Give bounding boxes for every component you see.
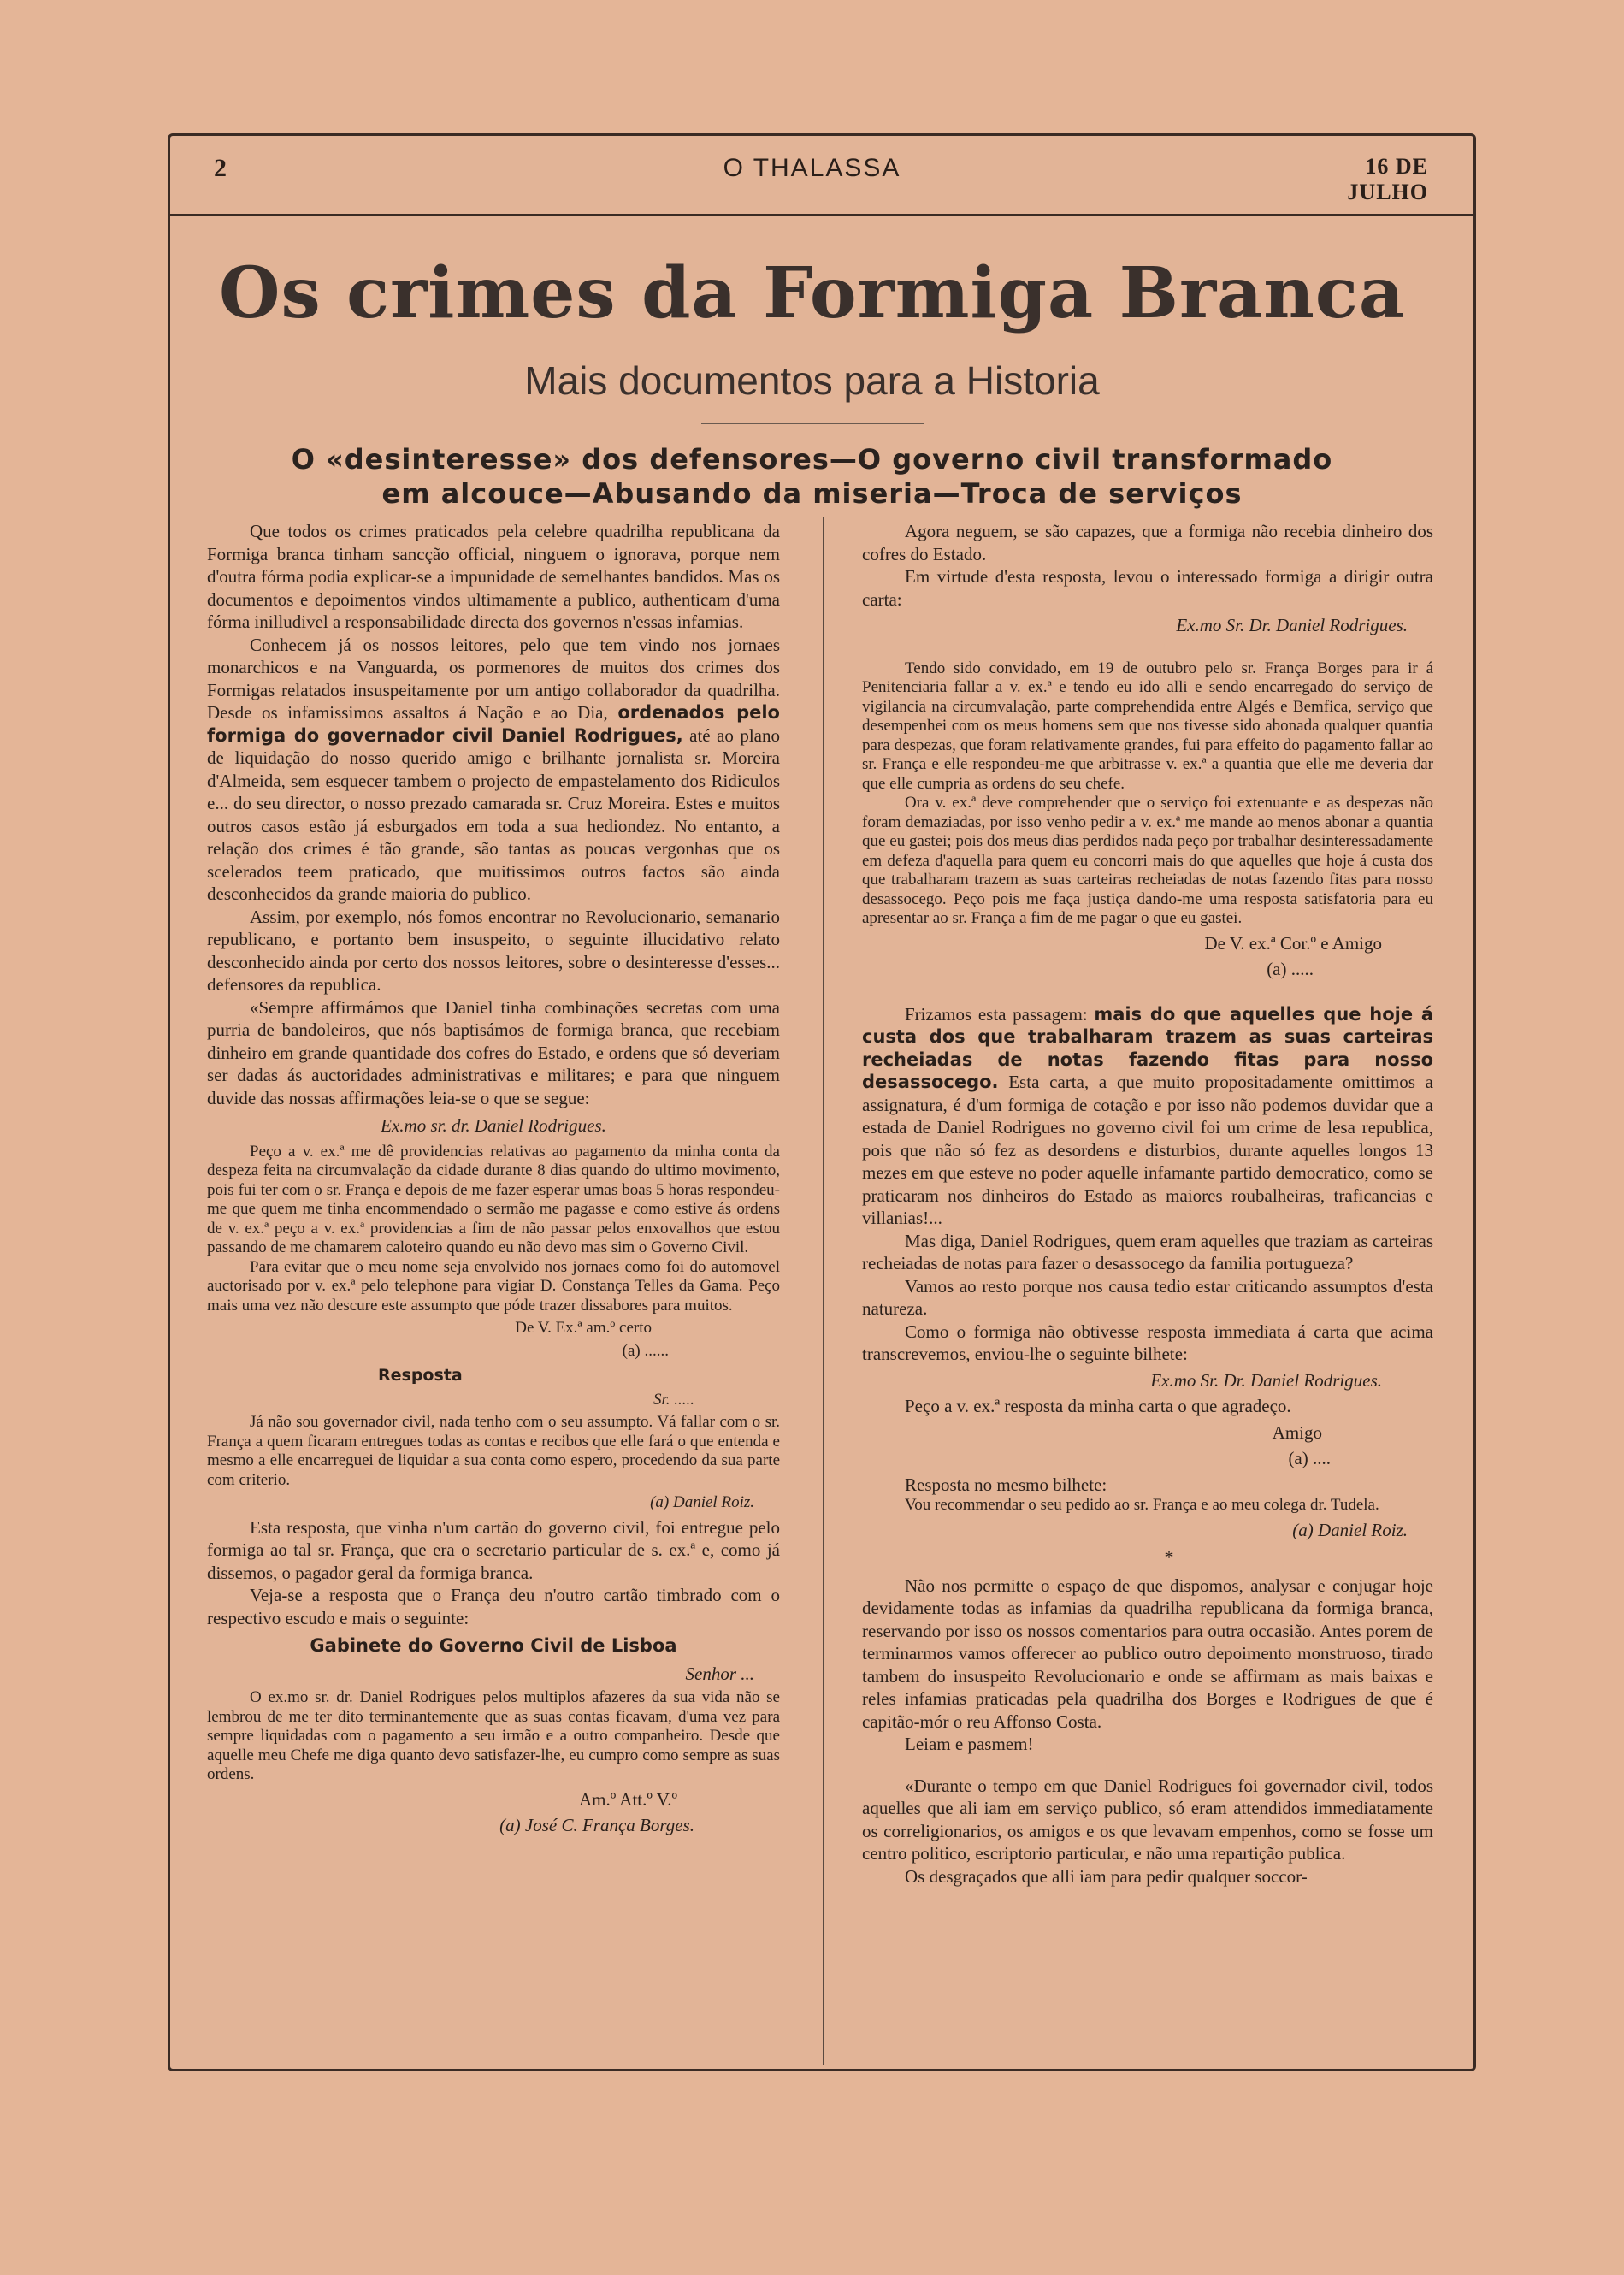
article-subtitle: Mais documentos para a Historia — [524, 358, 1100, 403]
letter-paragraph: Tendo sido convidado, em 19 de outubro pelo sr. França Borges para ir á Penitenciaria fallar a v. ex.ª e tendo eu ido alli e sendo encarregado do serviço de vigilancia na circumvalação, parte comprehendida entre Algés e Bemfica, serviço que desempenhei com os meus homens sem que nos tivesse sido abonada qualquer quantia para despezas, que foram relativamente grandes, fui para effeito do pagamento fallar ao sr. França e elle respondeu-me que arbitrasse v. ex.ª a quantia que elle me deveria dar que elle cumpria as ordens do seu chefe. — [862, 659, 1433, 793]
reply-paragraph: Já não sou governador civil, nada tenho com o seu assumpto. Vá fallar com o sr. França a quem ficaram entregues todas as contas e recibos que elle fará o que entenda e mesmo a elle encarreguei de liquidar a sua conta como espero, procedendo da sua parte com criterio. — [207, 1413, 780, 1489]
article-title: Os crimes da Formiga Branca — [219, 252, 1405, 334]
deck-headline-line-1: O «desinteresse» dos defensores—O governo civil transformado — [291, 443, 1333, 476]
title-divider — [701, 422, 924, 424]
paragraph: Vamos ao resto porque nos causa tedio estar criticando assumptos d'esta natureza. — [862, 1275, 1433, 1319]
reply-signature: (a) Daniel Roiz. — [1292, 1519, 1408, 1540]
letter-closing: De V. ex.ª Cor.º e Amigo — [1204, 932, 1382, 954]
reply-heading: Resposta no mesmo bilhete: — [905, 1474, 1107, 1495]
page-number: 2 — [214, 154, 227, 182]
paragraph: Veja-se a resposta que o França deu n'outro cartão timbrado com o respectivo escudo e mais o seguinte: — [207, 1585, 780, 1628]
note-text: Peço a v. ex.ª resposta da minha carta o que agradeço. — [905, 1396, 1291, 1416]
paragraph: Os desgraçados que alli iam para pedir qualquer soccor- — [905, 1865, 1308, 1887]
letter-signature: (a) ...... — [622, 1341, 669, 1360]
section-break-asterisk: * — [1164, 1546, 1174, 1568]
newspaper-name: O THALASSA — [723, 154, 901, 182]
left-column — [207, 520, 780, 1841]
reply-heading: Resposta — [378, 1366, 463, 1385]
letterhead: Gabinete do Governo Civil de Lisboa — [310, 1635, 677, 1656]
letter-salutation: Ex.mo Sr. Dr. Daniel Rodrigues. — [1176, 615, 1408, 635]
header-rule — [168, 214, 1476, 216]
letter-paragraph: Peço a v. ex.ª me dê providencias relativas ao pagamento da minha conta da despeza feita na circumvalação da cidade durante 8 dias quando do ultimo movimento, pois fui ter com o sr. França e depois de me fazer esperar umas boas 5 horas respondeu-me que quem me tinha encommendado o sermão me pagasse e como estive ás ordens de v. ex.ª peço a v. ex.ª providencias a fim de não passar pelos enxovalhos que estou passando de me chamarem caloteiro quando eu não devo mas sim o Governo Civil. — [207, 1142, 780, 1256]
paragraph: Mas diga, Daniel Rodrigues, quem eram aquelles que traziam as carteiras recheiadas de notas para fazer o desassocego da familia portugueza? — [862, 1230, 1433, 1273]
paragraph: Não nos permitte o espaço de que dispomos, analysar e conjugar hoje devidamente todas as infamias da quadrilha republicana da formiga branca, reservando por isso os nossos comentarios para outra occasião. Antes porem de terminarmos vamos offerecer ao publico outro depoimento monstruoso, tirado tambem do insuspeito Revolucionario e onde se affirmam as mais baixas e reles infamias praticadas pela quadrilha dos Borges e Rodrigues de que é capitão-mór o reu Affonso Costa. — [862, 1575, 1433, 1732]
note-closing: Amigo — [1272, 1421, 1322, 1443]
paragraph: Frizamos esta passagem: mais do que aquelles que hoje á custa dos que trabalharam trazem as suas carteiras recheiadas de notas fazendo fitas para nosso desassocego. Esta carta, a que muito propositadamente omittimos a assignatura, é d'um formiga de cotação e por isso não podemos duvidar que a estada de Daniel Rodrigues no governo civil foi um crime de lesa republica, pois que não só fez as desordens e disturbios, durante aquelles longos 13 mezes em que esteve no poder aquelle infamante partido democratico, como se praticaram nos dinheiros do Estado as maiores roubalheiras, traficancias e villanias!... — [862, 1003, 1433, 1228]
reply-signature: (a) Daniel Roiz. — [650, 1493, 754, 1511]
deck-headline-line-2: em alcouce—Abusando da miseria—Troca de serviços — [381, 477, 1243, 510]
letter-signature: (a) José C. França Borges. — [499, 1815, 694, 1835]
paragraph: Conhecem já os nossos leitores, pelo que tem vindo nos jornaes monarchicos e na Vanguarda, os pormenores de muitos dos crimes dos Formigas relatados insuspeitamente por um antigo collaborador da quadrilha. Desde os infamissimos assaltos á Nação e ao Dia, ordenados pelo formiga do governador civil Daniel Rodrigues, até ao plano de liquidação do nosso querido amigo e brilhante jornalista sr. Moreira d'Almeida, sem esquecer tambem o projecto de empastelamento dos Ridiculos e... do seu director, o nosso prezado camarada sr. Cruz Moreira. Estes e muitos outros casos estão já esburgados em toda a sua hediondez. No entanto, a relação dos crimes é tão grande, são tantas as poucas vergonhas que os scelerados teem praticado, que muitissimos outros factos são ainda desconhecidos da grande maioria do publico. — [207, 634, 780, 904]
paragraph: Agora neguem, se são capazes, que a formiga não recebia dinheiro dos cofres do Estado. — [862, 521, 1433, 564]
letter-paragraph: Ora v. ex.ª deve comprehender que o serviço foi extenuante e as despezas não foram demaziadas, por isso venho pedir a v. ex.ª me mande ao menos abonar a quantia que eu gastei; pois dos meus dias perdidos nada peço por trabalhar desinteressadamente em defeza d'aquella para quem eu concorri mais do que aquelles que hoje á custa dos que trabalharam trazem as suas carteiras recheiadas de notas fazendo fitas para nosso desassocego. Peço pois me faça justiça dando-me uma resposta satisfatoria para eu apresentar ao sr. França a fim de me pagar o que eu gastei. — [862, 794, 1433, 927]
letter-paragraph: Para evitar que o meu nome seja envolvido nos jornaes como foi do automovel auctorisado por v. ex.ª pelo telephone para vigiar D. Constança Telles da Gama. Peço mais uma vez não descure este assumpto que póde trazer dissabores para muitos. — [207, 1257, 780, 1315]
note-salutation: Ex.mo Sr. Dr. Daniel Rodrigues. — [1150, 1369, 1382, 1391]
letter-salutation: Senhor ... — [685, 1663, 754, 1684]
letter-paragraph: O ex.mo sr. dr. Daniel Rodrigues pelos multiplos afazeres da sua vida não se lembrou de me ter dito terminantemente que as suas contas ficavam, d'uma vez para sempre liquidadas com o pagamento a seu irmão e a outro companheiro. Desde que aquelle meu Chefe me diga quanto devo satisfazer-lhe, eu cumpro como sempre as suas ordens. — [207, 1688, 780, 1783]
letter-closing: Am.º Att.º V.º — [578, 1788, 677, 1810]
letter-salutation: Ex.mo sr. dr. Daniel Rodrigues. — [381, 1115, 606, 1136]
paragraph: «Sempre affirmámos que Daniel tinha combinações secretas com uma purria de bandoleiros, que nós baptisámos de formiga branca, que recebiam dinheiro em grande quantidade dos cofres do Estado, e ordens que só deveriam ser dadas ás auctoridades administrativas e militares; e para que ninguem duvide das nossas affirmações leia-se o que se segue: — [207, 996, 780, 1108]
issue-date: 16 DE JULHO — [1347, 154, 1428, 204]
paragraph: Como o formiga não obtivesse resposta immediata á carta que acima transcrevemos, enviou-lhe o seguinte bilhete: — [862, 1321, 1433, 1364]
right-column — [862, 520, 1433, 1888]
letter-closing: De V. Ex.ª am.º certo — [515, 1319, 652, 1337]
paragraph: «Durante o tempo em que Daniel Rodrigues foi governador civil, todos aquelles que ali iam em serviço publico, só eram attendidos immediatamente os correligionarios, os amigos e os que levavam empenhos, como se fosse um centro politico, escriptorio particular, e não uma repartição publica. — [862, 1775, 1433, 1864]
paragraph: Leiam e pasmem! — [905, 1734, 1034, 1754]
paragraph: Esta resposta, que vinha n'um cartão do governo civil, foi entregue pelo formiga ao tal sr. França, que era o secretario particular de s. ex.ª e, como já dissemos, o pagador geral da formiga branca. — [207, 1516, 780, 1583]
letter-signature: (a) ..... — [1267, 959, 1314, 979]
note-signature: (a) .... — [1288, 1448, 1331, 1468]
paragraph: Que todos os crimes praticados pela celebre quadrilha republicana da Formiga branca tinham sancção official, ninguem o ignorava, porque nem d'outra fórma podia explicar-se a impunidade de semelhantes bandidos. Mas os documentos e depoimentos vindos ultimamente a publico, authenticam d'uma fórma inilludivel a responsabilidade directa dos governos n'essas infamias. — [207, 521, 780, 632]
reply-salutation: Sr. ..... — [653, 1390, 694, 1409]
paragraph: Em virtude d'esta resposta, levou o interessado formiga a dirigir outra carta: — [862, 566, 1433, 610]
column-divider — [823, 517, 824, 2065]
paragraph: Assim, por exemplo, nós fomos encontrar no Revolucionario, semanario republicano, e portanto bem insuspeito, o seguinte illucidativo relato desconhecido ainda por certo dos nossos leitores, sobre o desinteresse d'esses... defensores da republica. — [207, 906, 780, 995]
reply-paragraph: Vou recommendar o seu pedido ao sr. França e ao meu colega dr. Tudela. — [905, 1496, 1379, 1514]
